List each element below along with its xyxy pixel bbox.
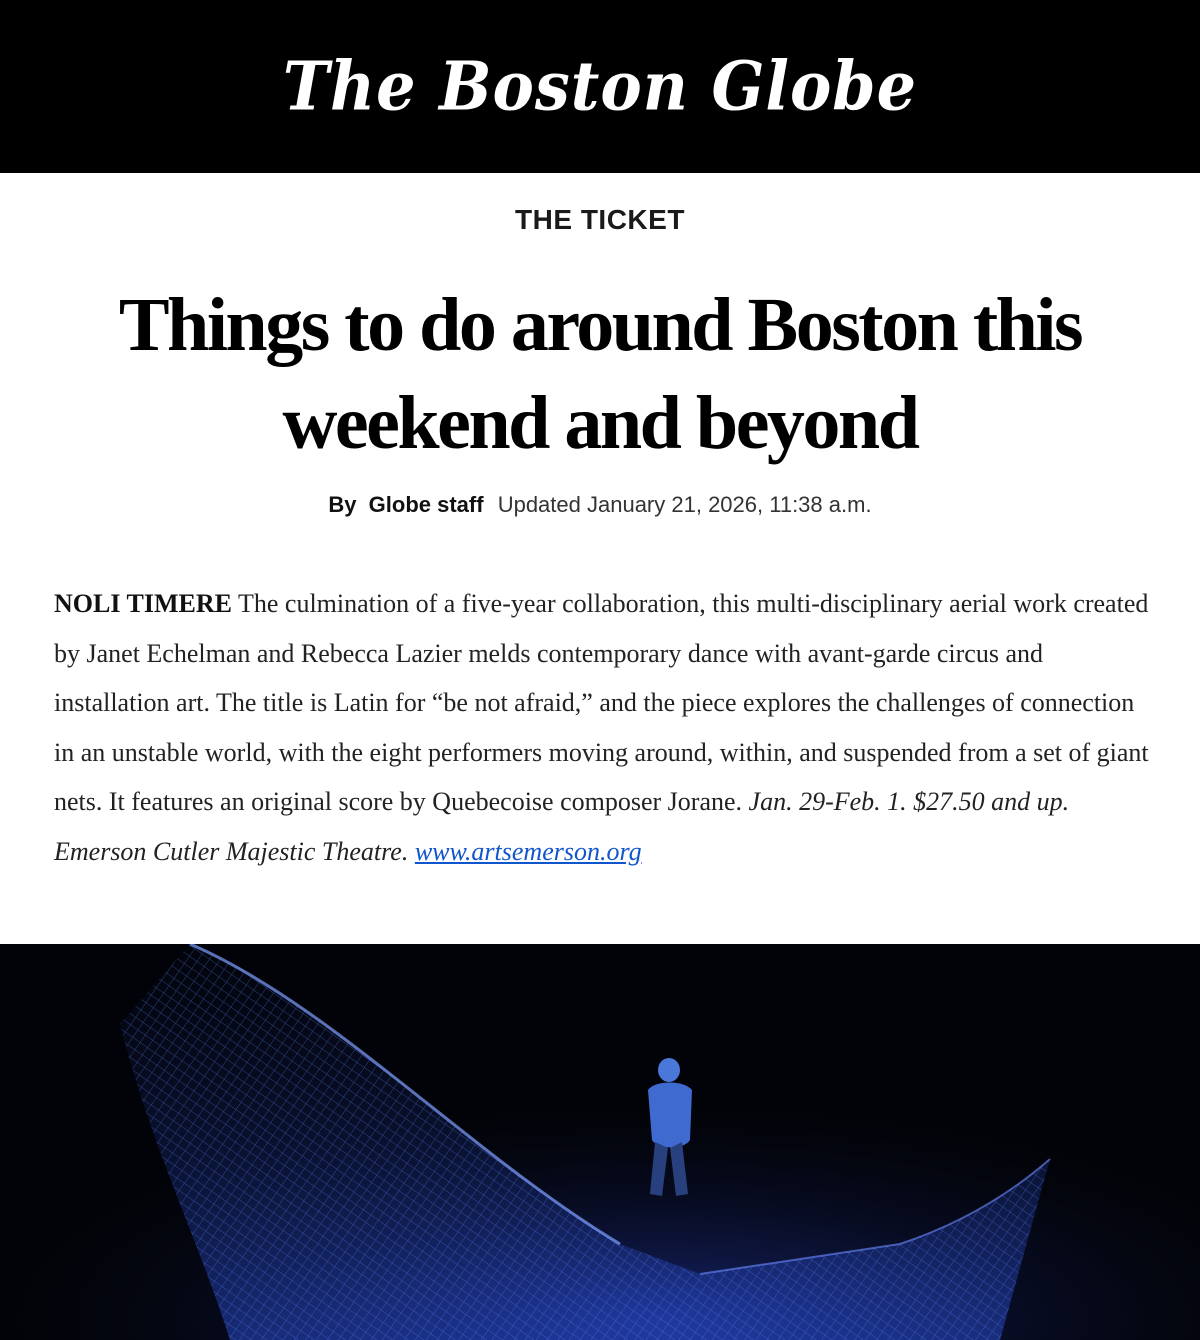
masthead <box>0 0 1200 173</box>
event-name: NOLI TIMERE <box>54 589 232 618</box>
event-details: Jan. 29-Feb. 1. $27.50 and up. Emerson Cutler Majestic Theatre. <box>54 787 1070 866</box>
event-description: The culmination of a five-year collaboration, this multi-disciplinary aerial work created by Janet Echelman and Rebecca Lazier melds contemporary dance with avant-garde circus and installation art. The title is Latin for “be not afraid,” and the piece explores the challenges of connection in an unstable world, with the eight performers moving around, within, and suspended from a set of giant nets. It features an original score by Quebecoise composer Jorane. <box>54 589 1149 817</box>
byline <box>0 492 1200 518</box>
net-performance-image <box>0 944 1200 1340</box>
site-logo[interactable]: The Boston Globe <box>282 47 918 126</box>
article-photo <box>0 944 1200 1340</box>
article-headline: Things to do around Boston this weekend and beyond <box>118 283 1082 465</box>
section-label[interactable]: THE TICKET <box>515 204 685 235</box>
byline-by: By <box>328 492 357 517</box>
byline-timestamp: Updated January 21, 2026, 11:38 a.m. <box>497 492 872 517</box>
article-body <box>54 579 1154 877</box>
event-link[interactable]: www.artsemerson.org <box>414 836 642 866</box>
byline-author[interactable]: Globe staff <box>368 492 484 517</box>
